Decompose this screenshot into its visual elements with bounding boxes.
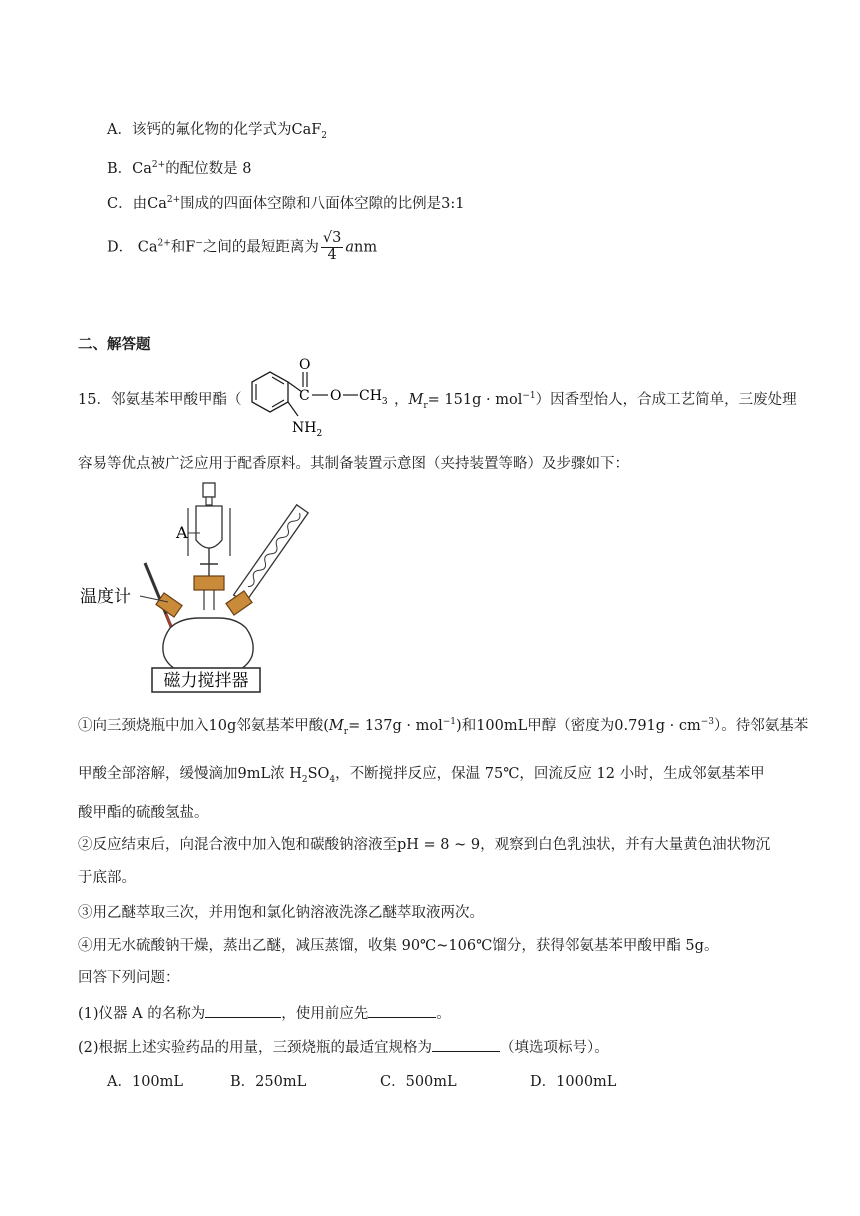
compound-name: 邻氨基苯甲酸甲酯（ [110,392,242,408]
density: 0.791g · cm [614,718,701,734]
mr-value: = 137g · mol [348,718,443,734]
stirrer-label: 磁力搅拌器 [163,671,249,691]
sub-question-text: （填选项标号）。 [500,1040,609,1056]
ion: Ca [132,161,152,177]
question-number: 15． [78,392,111,408]
choice-label: A． [107,1074,132,1090]
ion-charge: − [195,238,203,249]
step-text: ②反应结束后，向混合液中加入饱和碳酸钠溶液至 [78,837,397,853]
choice-text: 500mL [405,1074,457,1090]
mr-exp: −1 [442,717,457,728]
thermometer-label: 温度计 [80,587,131,607]
variable: a [345,239,355,256]
sub-question-2 [78,1036,609,1057]
ion-charge: 2+ [151,160,166,171]
mr-value: = 151g · mol [427,392,523,408]
fraction [321,231,343,264]
option-text: 围成的四面体空隙和八面体空隙的比例是 [180,196,442,212]
separator: ， [394,392,409,408]
step-text: ，不断搅拌反应，保温 75℃，回流反应 12 小时，生成邻氨基苯甲 [335,766,765,782]
choice-label: D． [530,1074,557,1090]
methyl-group: $CH_3$ [359,388,388,407]
step-text: 甲醇（密度为 [527,718,615,734]
funnel-body [196,506,222,548]
oxygen-atom: O [299,357,311,373]
ion: Ca [137,239,158,256]
step-text: 甲酸全部溶解，缓慢滴加9mL浓 H [78,766,302,782]
sub-question-text: 。 [436,1006,451,1022]
benzene-ring [252,372,288,412]
question-text: ）因香型怡人，合成工艺简单，三废处理 [535,392,797,408]
ion: F [185,239,196,256]
step2-line2: 于底部。 [78,870,136,886]
choice-text: 250mL [255,1074,307,1090]
sub-question-text: (2)根据上述实验药品的用量，三颈烧瓶的最适宜规格为 [78,1040,433,1056]
mr-symbol: M [408,392,424,408]
option-text: 之间的最短距离为 [202,239,319,256]
formula-sub: 4 [329,774,336,785]
ph-range: pH = 8 ~ 9 [397,837,481,853]
sub-question-text: (1)仪器 A 的名称为 [78,1006,206,1022]
option-d [107,231,377,264]
section-title: 二、解答题 [78,336,151,353]
volume: 100mL [476,718,528,734]
oxygen-atom: O [330,388,342,404]
step1-line3: 酸甲酯的硫酸氢盐。 [78,805,209,821]
option-a [107,118,327,141]
step-text: SO [307,766,330,782]
formula: CaF [291,122,322,138]
choice-d [530,1070,616,1091]
option-text: 的配位数是 8 [165,161,252,177]
option-text: 该钙的氟化物的化学式为 [131,122,292,138]
step4: ④用无水硫酸钠干燥，蒸出乙醚，减压蒸馏，收集 90℃~106℃馏分，获得邻氨基苯甲酸甲酯 5g。 [78,938,719,954]
mr-sub: r [343,726,349,737]
step-text: ①向三颈烧瓶中加入 [78,718,209,734]
choice-label: B． [230,1074,256,1090]
bond [288,402,298,416]
answer-blank[interactable] [432,1037,500,1052]
sub-question-text: ，使用前应先 [281,1006,369,1022]
choice-a [107,1070,183,1091]
rubber-stopper [194,576,224,590]
answer-prompt: 回答下列问题： [78,970,180,986]
option-label: A． [107,122,132,138]
formula-sub: 2 [321,130,328,141]
mass: 10g [208,718,237,734]
choice-b [230,1070,306,1091]
step-text: ，观察到白色乳浊状，并有大量黄色油状物沉 [480,837,771,853]
funnel-stopper [203,483,215,497]
fraction-denominator: 4 [327,246,337,263]
answer-blank[interactable] [368,1003,436,1018]
option-label: C． [107,196,133,212]
label-a: A [176,523,188,542]
step1-line1: ①向三颈烧瓶中加入10g邻氨基苯甲酸$(M_r= 137g \cdot mol^{-1})$和100mL甲醇（密度为$0.791g \cdot cm^{-3}$）。待邻氨基苯 [78,717,809,737]
ion: Ca [147,196,167,212]
choice-c [380,1070,457,1091]
step-text: ）。待邻氨基苯 [714,718,809,734]
carbon-atom: C [299,388,310,404]
mr-sub: r [423,400,428,411]
condenser [234,505,309,603]
answer-blank[interactable] [205,1003,281,1018]
sub-question-1 [78,1002,451,1023]
step2-line1 [78,833,770,854]
option-text: 和 [170,239,186,256]
apparatus-diagram [78,478,318,694]
step-text: 邻氨基苯甲酸 [236,718,324,734]
ion-charge: 2+ [157,238,171,249]
option-label: D． [107,239,134,256]
question-15-line2: 容易等优点被广泛应用于配香原料。其制备装置示意图（夹持装置等略）及步骤如下： [78,456,629,472]
density-exp: −3 [700,717,715,728]
ratio: 3:1 [441,196,465,212]
formula-sub: 2 [301,774,308,785]
unit: nm [354,239,378,256]
fraction-numerator: √3 [322,230,342,246]
mr-symbol: M [328,718,344,734]
step1-line2 [78,762,765,785]
ion-charge: 2+ [166,195,181,206]
option-b [107,157,252,178]
molecular-structure [232,352,402,440]
question-15-line1-tail [394,388,797,411]
question-15-line1 [78,388,241,409]
option-c [107,192,464,213]
amino-group: $NH_2$ [292,420,323,439]
choice-text: 1000mL [556,1074,617,1090]
option-label: B． [107,161,133,177]
step-text: 和 [461,718,477,734]
mr-exp: −1 [522,391,536,402]
choice-label: C． [380,1074,406,1090]
step3: ③用乙醚萃取三次，并用饱和氯化钠溶液洗涤乙醚萃取液两次。 [78,905,484,921]
choice-text: 100mL [131,1074,184,1090]
option-text: 由 [132,196,148,212]
